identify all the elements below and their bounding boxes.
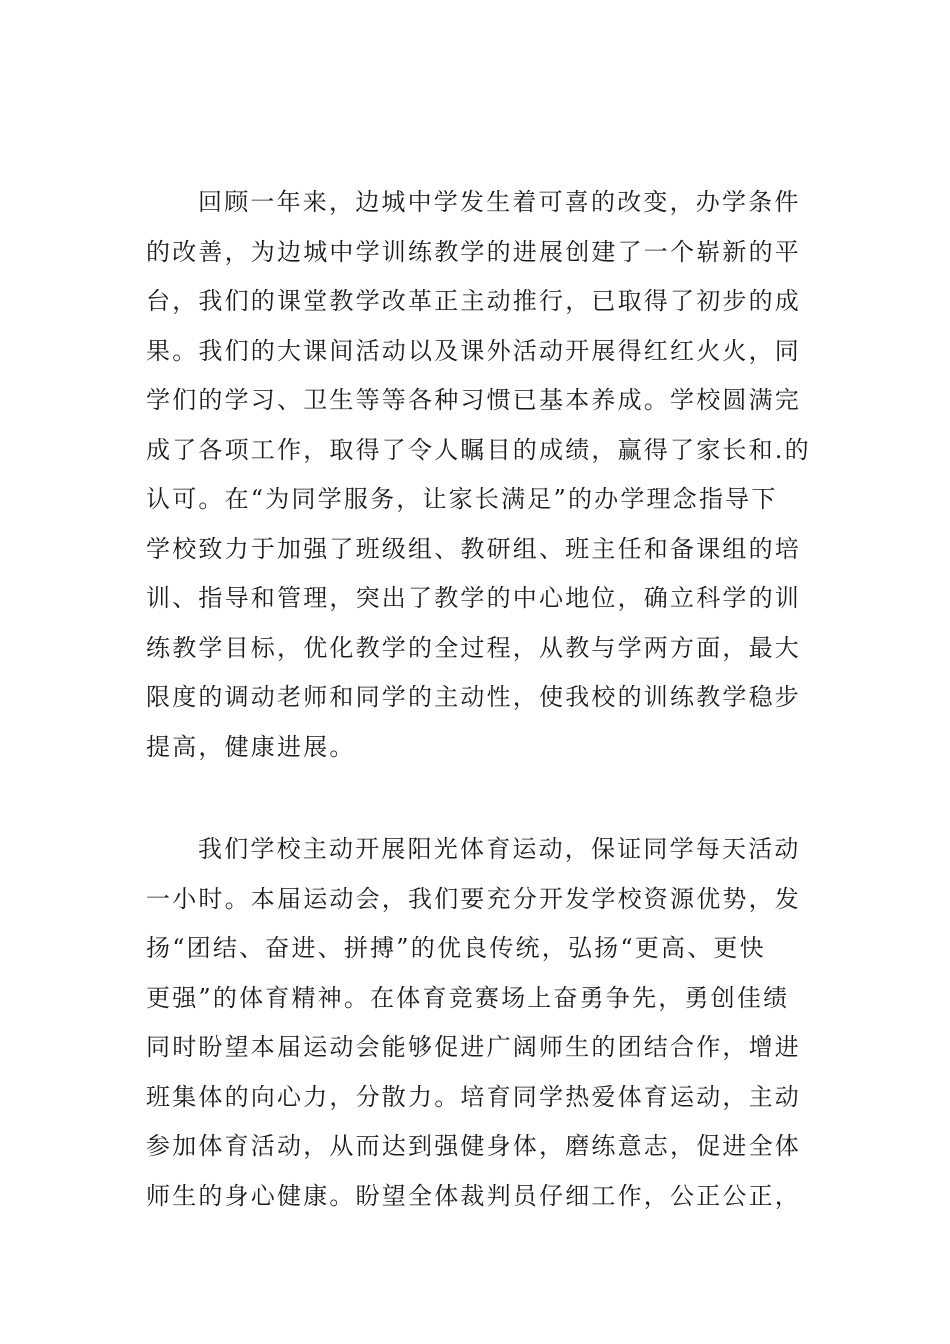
paragraph-1 — [146, 178, 811, 772]
paragraph-line: 练教学目标，优化教学的全过程，从教与学两方面，最大 — [146, 633, 801, 662]
paragraph-line: 认可。在“为同学服务，让家长满足”的办学理念指导下 — [146, 485, 778, 513]
paragraph-line: 成了各项工作，取得了令人瞩目的成绩，赢得了家长和.的 — [146, 435, 811, 464]
paragraph-line: 训、指导和管理，突出了教学的中心地位，确立科学的训 — [146, 584, 801, 612]
paragraph-line: 提高，健康进展。 — [146, 732, 356, 761]
paragraph-line: 学校致力于加强了班级组、教研组、班主任和备课组的培 — [146, 534, 801, 563]
paragraph-line: 参加体育活动，从而达到强健身体，磨练意志，促进全体 — [146, 1132, 801, 1160]
paragraph-line: 我们学校主动开展阳光体育运动，保证同学每天活动 — [198, 835, 801, 863]
paragraph-line: 学们的学习、卫生等等各种习惯已基本养成。学校圆满完 — [146, 386, 801, 414]
paragraph-line: 果。我们的大课间活动以及课外活动开展得红红火火，同 — [146, 336, 801, 365]
paragraph-line: 班集体的向心力，分散力。培育同学热爱体育运动，主动 — [146, 1082, 801, 1111]
paragraph-line: 更强”的体育精神。在体育竞赛场上奋勇争先，勇创佳绩 — [146, 983, 790, 1012]
paragraph-line: 台，我们的课堂教学改革正主动推行，已取得了初步的成 — [146, 287, 801, 315]
paragraph-line: 一小时。本届运动会，我们要充分开发学校资源优势，发 — [146, 884, 801, 913]
paragraph-line: 的改善，为边城中学训练教学的进展创建了一个崭新的平 — [146, 237, 801, 266]
paragraph-line: 回顾一年来，边城中学发生着可喜的改变，办学条件 — [198, 188, 801, 216]
paragraph-line: 扬“团结、奋进、拼搏”的优良传统，弘扬“更高、更快 — [146, 934, 766, 962]
paragraph-2 — [146, 825, 806, 1221]
paragraph-line: 限度的调动老师和同学的主动性，使我校的训练教学稳步 — [146, 683, 801, 711]
paragraph-line: 同时盼望本届运动会能够促进广阔师生的团结合作，增进 — [146, 1033, 801, 1061]
paragraph-line: 师生的身心健康。盼望全体裁判员仔细工作，公正公正， — [146, 1181, 801, 1210]
